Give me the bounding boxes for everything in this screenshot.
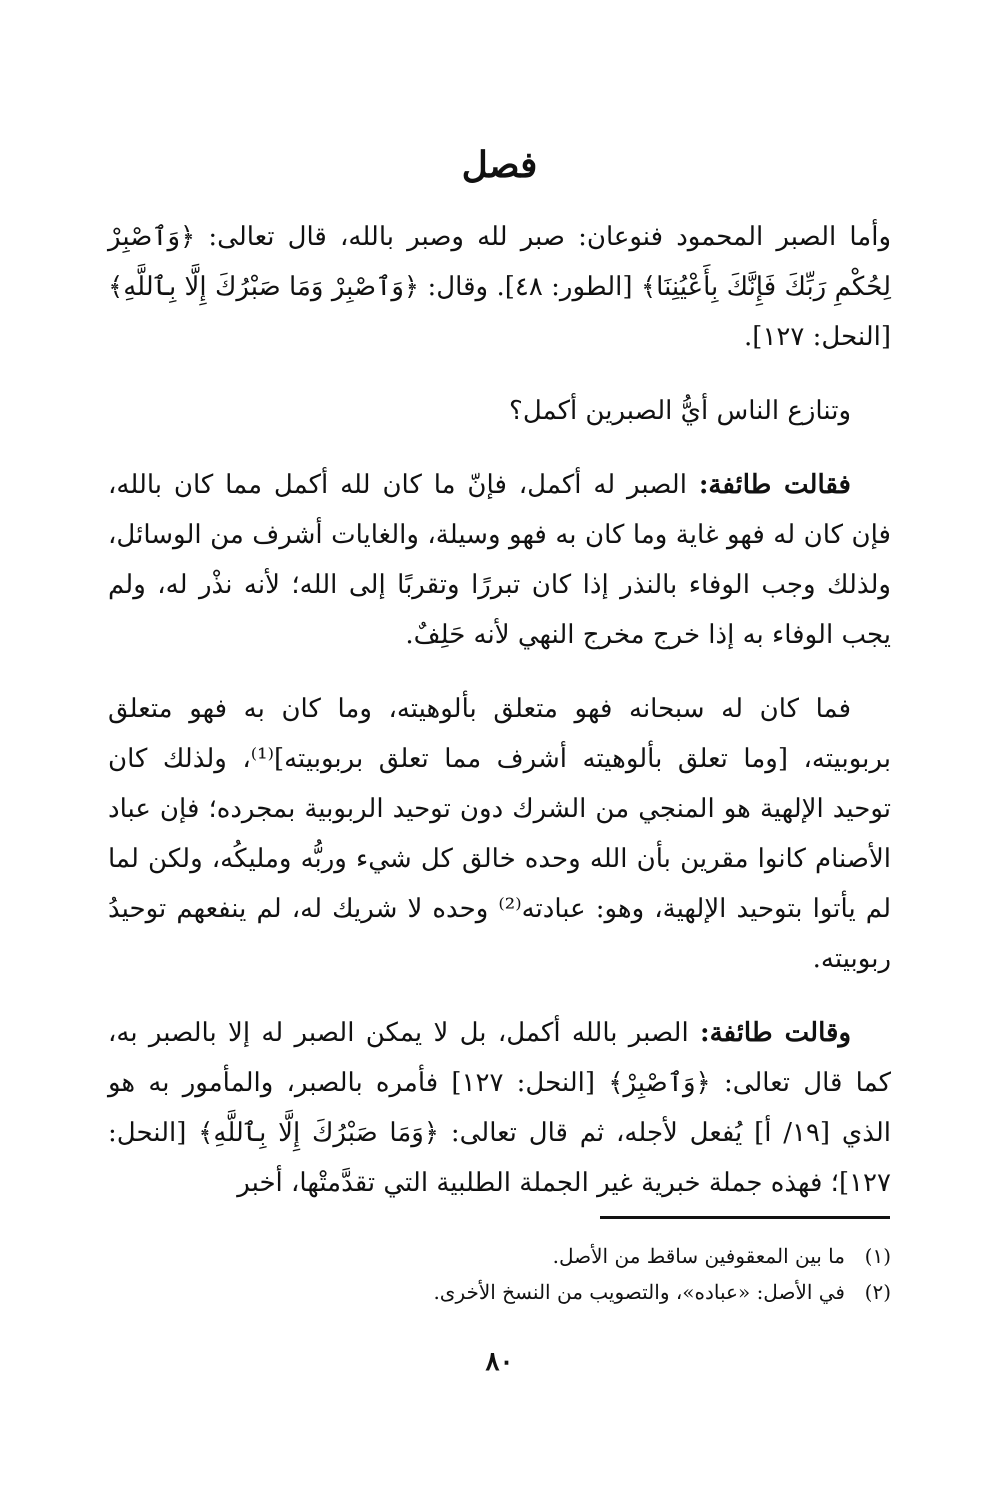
paragraph-lead: وقالت طائفة: <box>700 1018 851 1048</box>
footnote-text: ما بين المعقوفين ساقط من الأصل. <box>552 1244 845 1268</box>
paragraph-4 <box>108 684 891 984</box>
paragraph-text: وتنازع الناس أيُّ الصبرين أكمل؟ <box>509 396 851 426</box>
paragraph-1 <box>108 212 891 362</box>
footnote-separator <box>600 1216 890 1219</box>
paragraph-2 <box>108 386 891 436</box>
footnote-number: (٢) <box>864 1280 891 1304</box>
footnote-text: في الأصل: «عباده»، والتصويب من النسخ الأخرى. <box>433 1280 845 1304</box>
paragraph-text: الصبر بالله أكمل، بل لا يمكن الصبر له إلا بالصبر به، كما قال تعالى: ﴿وَٱصْبِرْ﴾ [النحل: ١٢٧] فأمره بالصبر، والمأمور به هو الذي [١٩/ أ] يُفعل لأجله، ثم قال تعالى: ﴿وَمَا صَبْرُكَ إِلَّا بِٱللَّهِ﴾ [النحل: ١٢٧]؛ فهذه جملة خبرية غير الجملة الطلبية التي تقدَّمتْها، أخبر <box>108 1018 891 1198</box>
paragraph-text: الصبر له أكمل، فإنّ ما كان لله أكمل مما كان بالله، فإن كان له فهو غاية وما كان به فهو وسيلة، والغايات أشرف من الوسائل، ولذلك وجب الوفاء بالنذر إذا كان تبررًا وتقربًا إلى الله؛ لأنه نذْر له، ولم يجب الوفاء به إذا خرج مخرج النهي لأنه حَلِفٌ. <box>108 470 891 650</box>
main-text <box>108 212 891 1232</box>
chapter-title: فصل <box>461 144 538 186</box>
paragraph-text: وأما الصبر المحمود فنوعان: صبر لله وصبر بالله، قال تعالى: ﴿وَٱصْبِرْ لِحُكْمِ رَبِّكَ فَإِنَّكَ بِأَعْيُنِنَا﴾ [الطور: ٤٨]. وقال: ﴿وَٱصْبِرْ وَمَا صَبْرُكَ إِلَّا بِٱللَّهِ﴾ [النحل: ١٢٧]. <box>108 222 891 352</box>
footnote-2 <box>108 1274 891 1310</box>
footnote-number: (١) <box>864 1244 891 1268</box>
paragraph-lead: فقالت طائفة: <box>698 470 851 500</box>
page-number: ٨٠ <box>485 1347 514 1377</box>
paragraph-3 <box>108 460 891 660</box>
footnote-1 <box>108 1238 891 1274</box>
footnotes <box>108 1238 891 1310</box>
paragraph-text: فما كان له سبحانه فهو متعلق بألوهيته، وما كان به فهو متعلق بربوبيته، [وما تعلق بألوهيته أشرف مما تعلق بربوبيته]⁽¹⁾، ولذلك كان توحيد الإلهية هو المنجي من الشرك دون توحيد الربوبية بمجرده؛ فإن عباد الأصنام كانوا مقرين بأن الله وحده خالق كل شيء وربُّه ومليكُه، ولكن لما لم يأتوا بتوحيد الإلهية، وهو: عبادته⁽²⁾ وحده لا شريك له، لم ينفعهم توحيدُ ربوبيته. <box>108 694 891 974</box>
paragraph-5 <box>108 1008 891 1208</box>
